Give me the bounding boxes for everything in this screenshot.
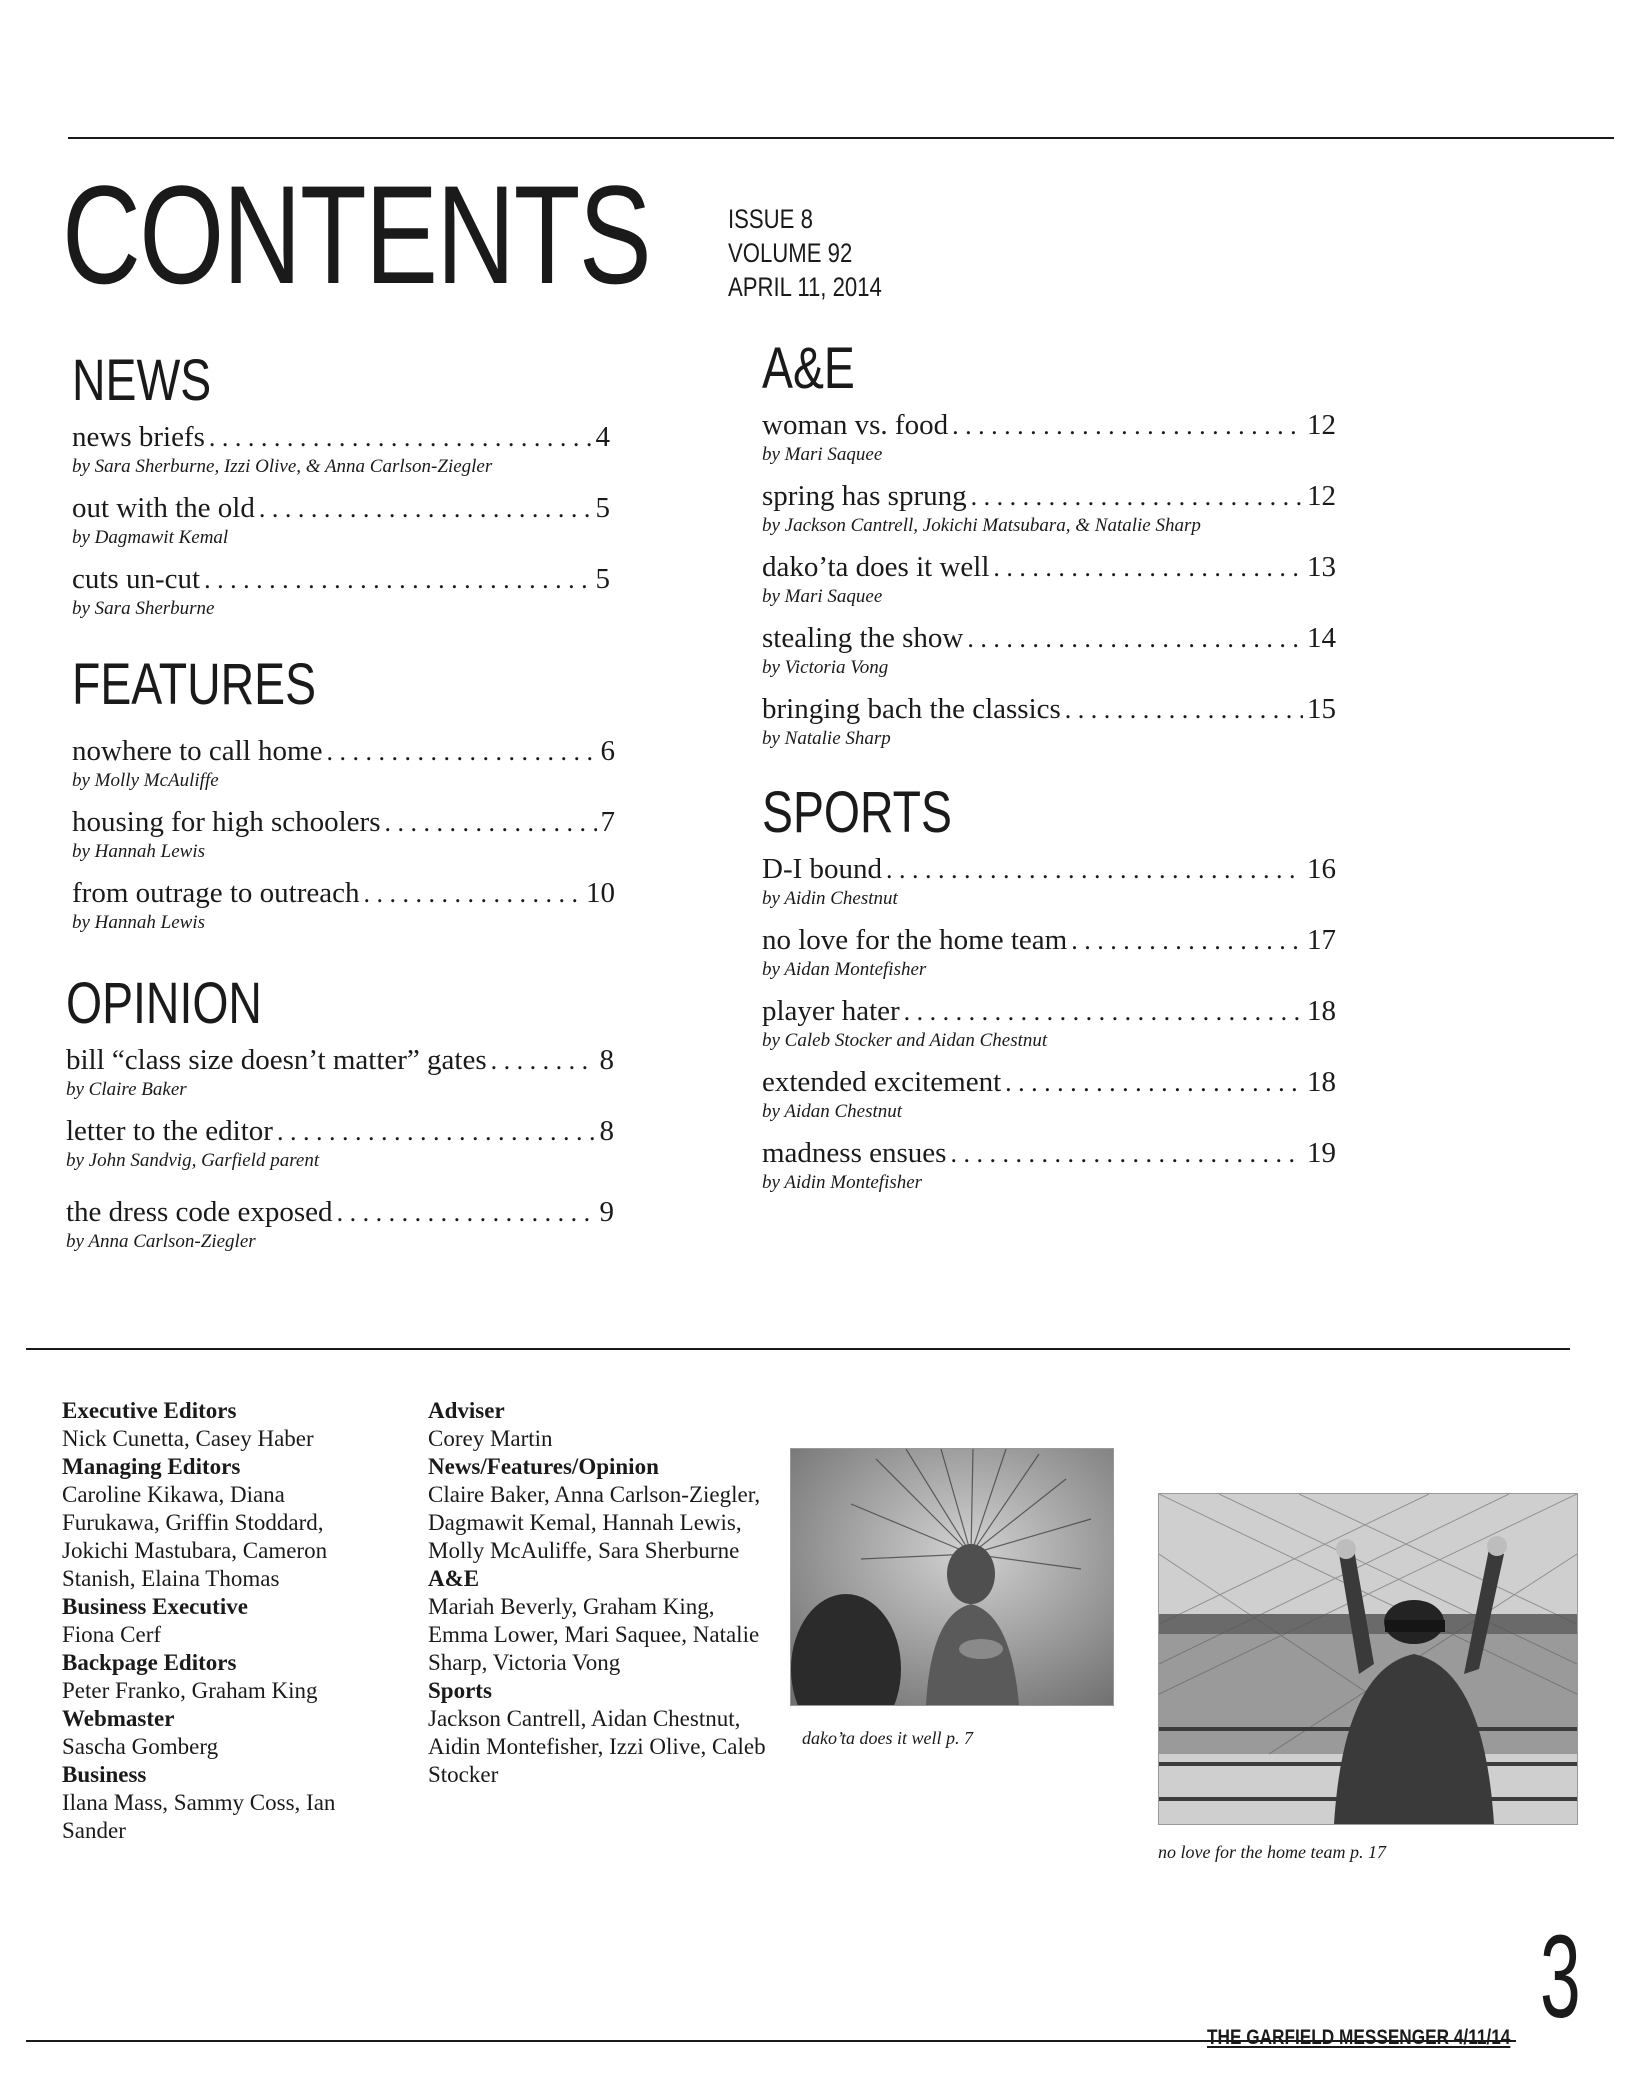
page-number: 3: [1540, 1911, 1581, 2043]
entry-byline: by Aidan Montefisher: [762, 959, 927, 980]
entry-page: 19: [1307, 1137, 1336, 1169]
staff-names: Caroline Kikawa, Diana Furukawa, Griffin Stoddard, Jokichi Mastubara, Cameron Stanish, Elaina Thomas: [62, 1482, 328, 1591]
middle-rule: [26, 1348, 1570, 1350]
entry-page: 10: [586, 877, 615, 909]
dot-leader: [971, 480, 1303, 514]
staff-column-1: [62, 1397, 382, 1845]
entry-title: housing for high schoolers: [72, 806, 381, 838]
section-heading: OPINION: [66, 971, 262, 1036]
entry-title: spring has sprung: [762, 480, 967, 512]
entry-title: woman vs. food: [762, 409, 949, 441]
entry-page: 6: [600, 735, 615, 767]
issue-number: ISSUE 8: [728, 204, 813, 234]
entry-page: 14: [1307, 622, 1336, 654]
entry-title: D-I bound: [762, 853, 883, 885]
section-news: [72, 350, 610, 633]
page-title: CONTENTS: [62, 156, 651, 313]
entry-byline: by Dagmawit Kemal: [72, 527, 229, 548]
dot-leader: [952, 409, 1303, 443]
dot-leader: [385, 806, 597, 840]
dot-leader: [363, 877, 582, 911]
toc-entry[interactable]: [72, 805, 615, 864]
dot-leader: [209, 421, 592, 455]
dot-leader: [967, 622, 1303, 656]
publication-footer: THE GARFIELD MESSENGER 4/11/14: [1207, 2026, 1511, 2049]
dot-leader: [1005, 1066, 1303, 1100]
entry-byline: by Sara Sherburne: [72, 598, 215, 619]
entry-page: 12: [1307, 480, 1336, 512]
section-heading: A&E: [762, 336, 855, 401]
dot-leader: [993, 551, 1303, 585]
dot-leader: [1065, 693, 1303, 727]
staff-role: Backpage Editors: [62, 1650, 237, 1675]
staff-role: A&E: [428, 1566, 480, 1591]
entry-byline: by Aidin Montefisher: [762, 1172, 923, 1193]
staff-names: Ilana Mass, Sammy Coss, Ian Sander: [62, 1790, 336, 1843]
section-features: [72, 654, 615, 947]
toc-entry[interactable]: [762, 408, 1336, 467]
dot-leader: [337, 1196, 596, 1230]
entry-title: stealing the show: [762, 622, 964, 654]
staff-column-2: [428, 1397, 768, 1789]
staff-names: Fiona Cerf: [62, 1622, 162, 1647]
entry-byline: by Molly McAuliffe: [72, 770, 219, 791]
entry-byline: by Caleb Stocker and Aidan Chestnut: [762, 1030, 1048, 1051]
entry-byline: by Mari Saquee: [762, 444, 883, 465]
dot-leader: [950, 1137, 1303, 1171]
toc-entry[interactable]: [762, 550, 1336, 609]
entry-title: from outrage to outreach: [72, 877, 360, 909]
entry-byline: by Mari Saquee: [762, 586, 883, 607]
photo-home-team-image: [1159, 1494, 1577, 1824]
entry-byline: by Victoria Vong: [762, 657, 889, 678]
entry-title: letter to the editor: [66, 1115, 273, 1147]
section-heading: FEATURES: [72, 652, 317, 717]
entry-byline: by John Sandvig, Garfield parent: [66, 1150, 320, 1171]
photo-dakota: [790, 1448, 1114, 1706]
staff-names: Claire Baker, Anna Carlson-Ziegler, Dagmawit Kemal, Hannah Lewis, Molly McAuliffe, Sara Sherburne: [428, 1482, 761, 1563]
staff-role: Adviser: [428, 1398, 505, 1423]
section-heading: NEWS: [72, 348, 212, 413]
dot-leader: [326, 735, 596, 769]
entry-page: 5: [595, 563, 610, 595]
entry-title: bringing bach the classics: [762, 693, 1061, 725]
staff-names: Sascha Gomberg: [62, 1734, 219, 1759]
entry-page: 12: [1307, 409, 1336, 441]
entry-page: 17: [1307, 924, 1336, 956]
staff-role: Webmaster: [62, 1706, 175, 1731]
toc-entry[interactable]: [72, 491, 610, 550]
staff-role: Business: [62, 1762, 147, 1787]
section-opinion: [66, 973, 614, 1266]
toc-entry[interactable]: [72, 876, 615, 935]
dot-leader: [886, 853, 1303, 887]
entry-page: 9: [599, 1196, 614, 1228]
staff-role: News/Features/Opinion: [428, 1454, 659, 1479]
entry-title: out with the old: [72, 492, 255, 524]
staff-names: Jackson Cantrell, Aidan Chestnut, Aidin Montefisher, Izzi Olive, Caleb Stocker: [428, 1706, 766, 1787]
entry-page: 5: [595, 492, 610, 524]
entry-page: 15: [1307, 693, 1336, 725]
entry-page: 13: [1307, 551, 1336, 583]
toc-entry[interactable]: [66, 1043, 614, 1102]
toc-entry[interactable]: [762, 994, 1336, 1053]
entry-title: madness ensues: [762, 1137, 947, 1169]
entry-title: cuts un-cut: [72, 563, 201, 595]
entry-byline: by Hannah Lewis: [72, 841, 205, 862]
entry-title: the dress code exposed: [66, 1196, 333, 1228]
entry-title: nowhere to call home: [72, 735, 323, 767]
toc-entry[interactable]: [762, 1065, 1336, 1124]
toc-entry[interactable]: [72, 562, 610, 621]
entry-page: 18: [1307, 995, 1336, 1027]
staff-names: Nick Cunetta, Casey Haber: [62, 1426, 314, 1451]
photo-home-team: [1158, 1493, 1578, 1825]
dot-leader: [1071, 924, 1303, 958]
photo-dakota-image: [791, 1449, 1113, 1705]
toc-entry[interactable]: [72, 734, 615, 793]
toc-entry[interactable]: [762, 692, 1336, 751]
entry-byline: by Aidin Chestnut: [762, 888, 898, 909]
staff-names: Corey Martin: [428, 1426, 553, 1451]
staff-names: Peter Franko, Graham King: [62, 1678, 318, 1703]
toc-entry[interactable]: [762, 1136, 1336, 1195]
entry-title: news briefs: [72, 421, 205, 453]
dot-leader: [904, 995, 1303, 1029]
toc-entry[interactable]: [66, 1195, 614, 1254]
toc-entry[interactable]: [762, 923, 1336, 982]
dot-leader: [204, 563, 591, 597]
entry-byline: by Anna Carlson-Ziegler: [66, 1231, 256, 1252]
dot-leader: [259, 492, 592, 526]
dot-leader: [491, 1044, 596, 1078]
entry-page: 18: [1307, 1066, 1336, 1098]
entry-title: bill “class size doesn’t matter” gates: [66, 1044, 487, 1076]
photo-dakota-caption: dako’ta does it well p. 7: [802, 1728, 973, 1748]
toc-entry[interactable]: [66, 1114, 614, 1173]
entry-page: 16: [1307, 853, 1336, 885]
entry-title: dako’ta does it well: [762, 551, 990, 583]
issue-date: APRIL 11, 2014: [728, 272, 882, 302]
entry-page: 8: [599, 1044, 614, 1076]
staff-role: Managing Editors: [62, 1454, 241, 1479]
entry-page: 7: [600, 806, 615, 838]
section-sports: [762, 782, 1336, 1207]
entry-byline: by Aidan Chestnut: [762, 1101, 903, 1122]
staff-role: Business Executive: [62, 1594, 248, 1619]
toc-entry[interactable]: [762, 479, 1336, 538]
entry-page: 4: [595, 421, 610, 453]
issue-info: [728, 202, 882, 304]
toc-entry[interactable]: [762, 852, 1336, 911]
photo-home-team-caption: no love for the home team p. 17: [1158, 1842, 1386, 1862]
volume-number: VOLUME 92: [728, 238, 853, 268]
entry-byline: by Jackson Cantrell, Jokichi Matsubara, & Natalie Sharp: [762, 515, 1201, 536]
staff-role: Executive Editors: [62, 1398, 237, 1423]
dot-leader: [277, 1115, 596, 1149]
toc-entry[interactable]: [762, 621, 1336, 680]
entry-byline: by Claire Baker: [66, 1079, 187, 1100]
entry-page: 8: [599, 1115, 614, 1147]
section-ae: [762, 338, 1336, 763]
section-heading: SPORTS: [762, 780, 952, 845]
entry-byline: by Hannah Lewis: [72, 912, 205, 933]
entry-byline: by Natalie Sharp: [762, 728, 891, 749]
staff-role: Sports: [428, 1678, 492, 1703]
toc-entry[interactable]: [72, 420, 610, 479]
entry-title: no love for the home team: [762, 924, 1068, 956]
staff-names: Mariah Beverly, Graham King, Emma Lower, Mari Saquee, Natalie Sharp, Victoria Vong: [428, 1594, 760, 1675]
top-rule: [68, 137, 1614, 139]
entry-title: player hater: [762, 995, 900, 1027]
entry-byline: by Sara Sherburne, Izzi Olive, & Anna Carlson-Ziegler: [72, 456, 493, 477]
entry-title: extended excitement: [762, 1066, 1002, 1098]
